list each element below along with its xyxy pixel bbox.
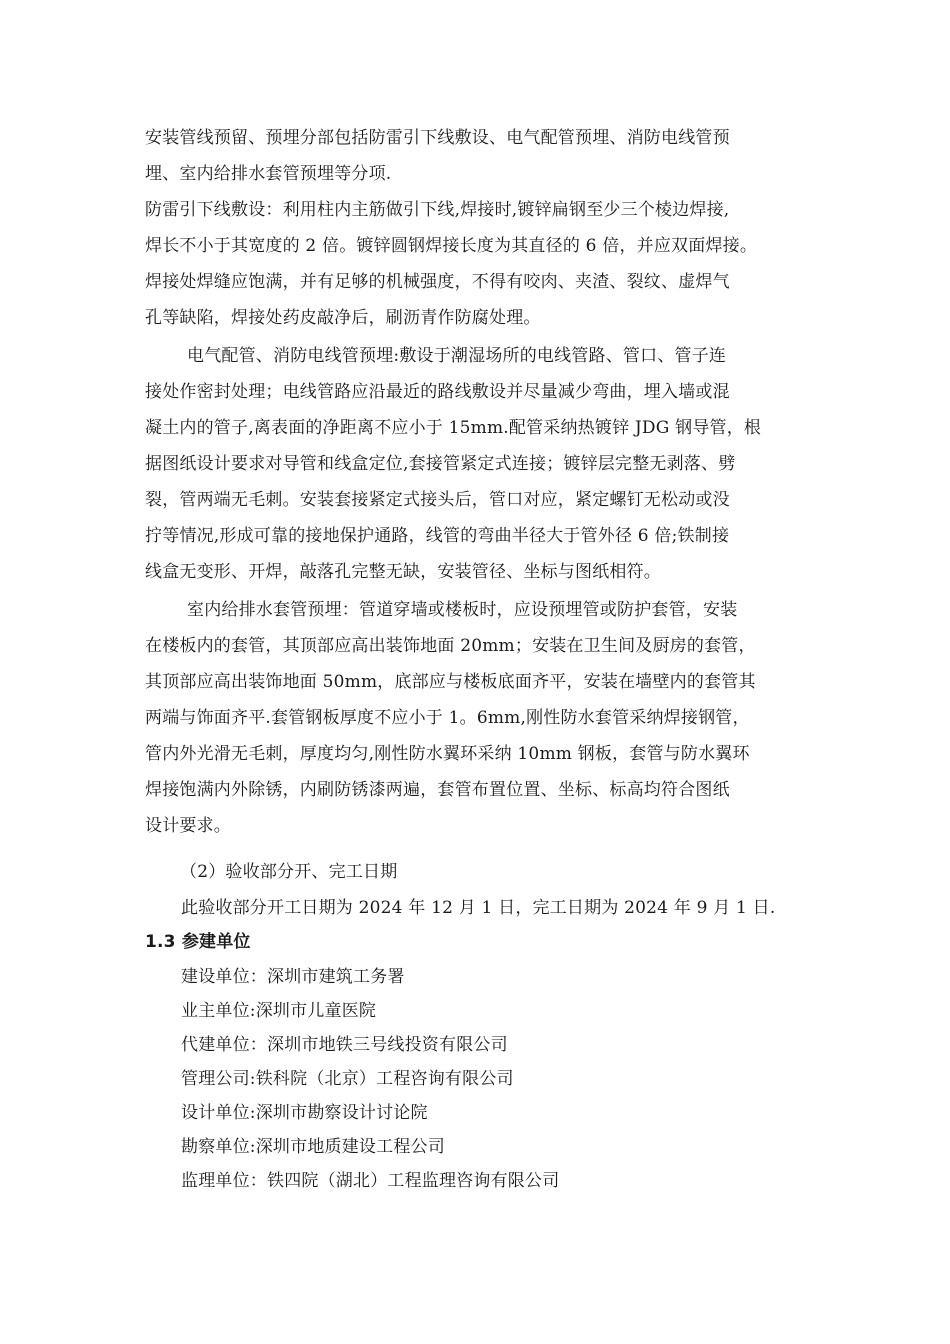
- unit-owner: 业主单位:深圳市儿童医院: [181, 1001, 377, 1021]
- electrical-line-2: 接处作密封处理；电线管路应沿最近的路线敷设并尽量减少弯曲，埋入墙或混: [145, 382, 730, 402]
- intro-line-1: 安装管线预留、预埋分部包括防雷引下线敷设、电气配管预埋、消防电线管预: [145, 128, 730, 148]
- unit-survey: 勘察单位:深圳市地质建设工程公司: [181, 1137, 445, 1157]
- plumbing-line-7: 设计要求。: [145, 816, 231, 836]
- lightning-line-3: 焊接处焊缝应饱满，并有足够的机械强度，不得有咬肉、夹渣、裂纹、虚焊气: [145, 272, 730, 292]
- intro-line-2: 埋、室内给排水套管预埋等分项.: [145, 164, 392, 184]
- plumbing-line-4: 两端与饰面齐平.套管钢板厚度不应小于 1。6mm,刚性防水套管采纳焊接钢管，: [145, 708, 750, 728]
- lightning-line-2: 焊长不小于其宽度的 2 倍。镀锌圆钢焊接长度为其直径的 6 倍，并应双面焊接。: [145, 236, 758, 256]
- electrical-line-3: 凝土内的管子,离表面的净距离不应小于 15mm.配管采纳热镀锌 JDG 钢导管，根: [145, 418, 762, 438]
- electrical-line-4: 据图纸设计要求对导管和线盒定位,套接管紧定式连接；镀锌层完整无剥落、劈: [145, 454, 736, 474]
- plumbing-line-3: 其顶部应高出装饰地面 50mm，底部应与楼板底面齐平，安装在墙壁内的套管其: [145, 672, 756, 692]
- electrical-line-7: 线盒无变形、开焊，敲落孔完整无缺，安装管径、坐标与图纸相符。: [145, 562, 661, 582]
- lightning-line-4: 孔等缺陷，焊接处药皮敲净后，刷沥青作防腐处理。: [145, 308, 541, 328]
- dates-title: （2）验收部分开、完工日期: [180, 862, 398, 882]
- unit-agent: 代建单位：深圳市地铁三号线投资有限公司: [181, 1035, 508, 1055]
- plumbing-line-6: 焊接饱满内外除锈，内刷防锈漆两遍，套管布置位置、坐标、标高均符合图纸: [145, 780, 730, 800]
- plumbing-line-2: 在楼板内的套管，其顶部应高出装饰地面 20mm；安装在卫生间及厨房的套管，: [145, 636, 756, 656]
- dates-body: 此验收部分开工日期为 2024 年 12 月 1 日，完工日期为 2024 年 9 月 1 日.: [181, 898, 776, 918]
- plumbing-line-1: 室内给排水套管预埋：管道穿墙或楼板时，应设预埋管或防护套管，安装: [187, 600, 738, 620]
- unit-design: 设计单位:深圳市勘察设计讨论院: [181, 1103, 428, 1123]
- unit-management: 管理公司:铁科院（北京）工程咨询有限公司: [181, 1069, 514, 1089]
- lightning-line-1: 防雷引下线敷设：利用柱内主筋做引下线,焊接时,镀锌扁钢至少三个棱边焊接,: [145, 200, 730, 220]
- electrical-line-1: 电气配管、消防电线管预埋:敷设于潮湿场所的电线管路、管口、管子连: [187, 346, 727, 366]
- section-heading: 1.3 参建单位: [145, 932, 251, 952]
- unit-supervision: 监理单位：铁四院（湖北）工程监理咨询有限公司: [181, 1171, 560, 1191]
- unit-construction: 建设单位：深圳市建筑工务署: [181, 967, 405, 987]
- electrical-line-6: 拧等情况,形成可靠的接地保护通路，线管的弯曲半径大于管外径 6 倍;铁制接: [145, 526, 730, 546]
- electrical-line-5: 裂，管两端无毛刺。安装套接紧定式接头后，管口对应，紧定螺钉无松动或没: [145, 490, 730, 510]
- plumbing-line-5: 管内外光滑无毛刺，厚度均匀,刚性防水翼环采纳 10mm 钢板，套管与防水翼环: [145, 744, 750, 764]
